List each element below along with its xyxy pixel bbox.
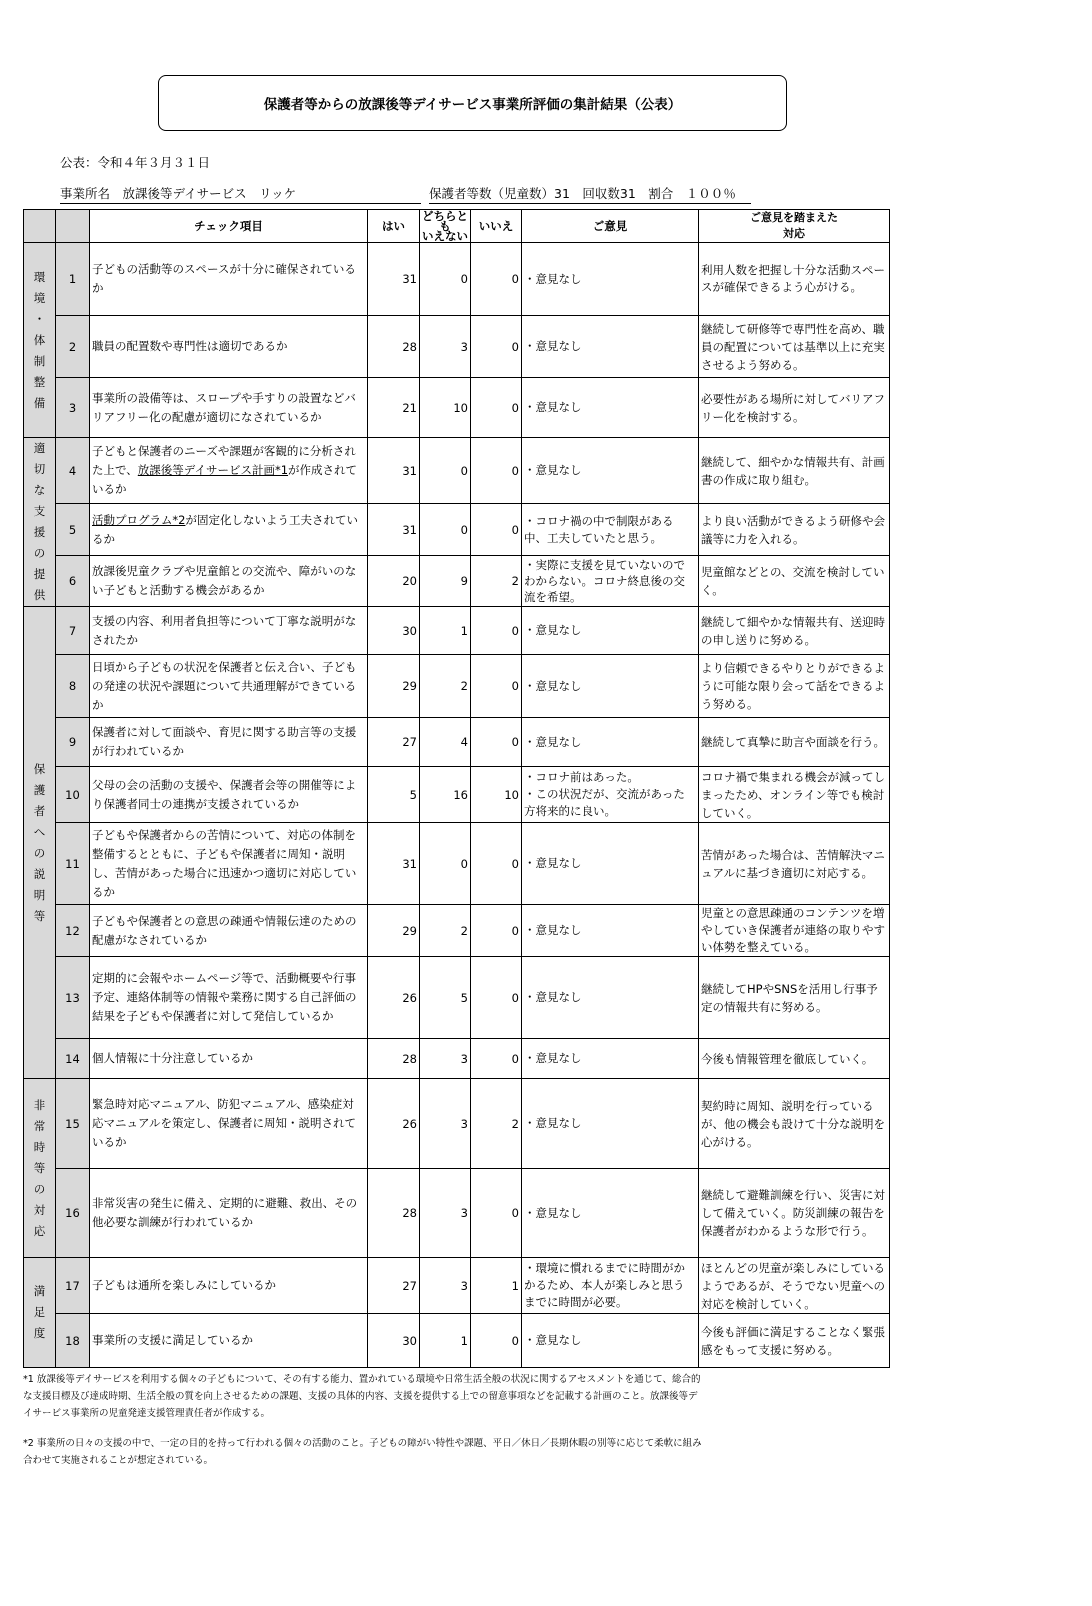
- check-item: 非常災害の発生に備え、定期的に避難、救出、その他必要な訓練が行われているか: [90, 1169, 368, 1258]
- row-number: 4: [56, 438, 90, 504]
- publication-date: 公表：令和４年３月３１日: [60, 155, 211, 170]
- opinion: ・意見なし: [522, 438, 699, 504]
- category-environment: 環 境 ・ 体 制 整 備: [24, 243, 56, 438]
- opinion: ・意見なし: [522, 718, 699, 767]
- count-neither: 9: [420, 556, 471, 607]
- row-number: 18: [56, 1314, 90, 1368]
- table-row: [24, 1039, 890, 1079]
- check-item: 活動プログラム*2が固定化しないよう工夫されているか: [90, 504, 368, 556]
- check-item: 子どもや保護者との意思の疎通や情報伝達のための配慮がなされているか: [90, 905, 368, 957]
- row-number: 6: [56, 556, 90, 607]
- response: 利用人数を把握し十分な活動スペースが確保できるよう心がける。: [699, 243, 890, 316]
- response: 継続して真摯に助言や面談を行う。: [699, 718, 890, 767]
- count-neither: 1: [420, 1314, 471, 1368]
- opinion: ・意見なし: [522, 905, 699, 957]
- row-number: 9: [56, 718, 90, 767]
- page-title-text: 保護者等からの放課後等デイサービス事業所評価の集計結果（公表）: [263, 97, 682, 113]
- header-yes: はい: [368, 210, 420, 243]
- count-no: 0: [471, 1314, 522, 1368]
- count-no: 1: [471, 1258, 522, 1314]
- plan-footnote-link: 放課後等デイサービス計画*1: [137, 463, 289, 478]
- row-number: 12: [56, 905, 90, 957]
- category-explanation: 保 護 者 へ の 説 明 等: [24, 607, 56, 1079]
- table-row: [24, 1258, 890, 1314]
- count-neither: 10: [420, 378, 471, 438]
- check-item: 職員の配置数や専門性は適切であるか: [90, 316, 368, 378]
- count-yes: 27: [368, 1258, 420, 1314]
- category-satisfaction: 満 足 度: [24, 1258, 56, 1368]
- count-yes: 30: [368, 1314, 420, 1368]
- count-no: 0: [471, 504, 522, 556]
- opinion: ・意見なし: [522, 243, 699, 316]
- count-neither: 4: [420, 718, 471, 767]
- response: 継続して細やかな情報共有、送迎時の申し送りに努める。: [699, 607, 890, 655]
- check-item: 放課後児童クラブや児童館との交流や、障がいのない子どもと活動する機会があるか: [90, 556, 368, 607]
- response: 契約時に周知、説明を行っているが、他の機会も設けて十分な説明を心がける。: [699, 1079, 890, 1169]
- response: 今後も評価に満足することなく緊張感をもって支援に努める。: [699, 1314, 890, 1368]
- opinion: ・意見なし: [522, 957, 699, 1039]
- count-yes: 31: [368, 243, 420, 316]
- count-neither: 3: [420, 1258, 471, 1314]
- count-no: 0: [471, 607, 522, 655]
- response: 継続して研修等で専門性を高め、職員の配置については基準以上に充実させるよう努める。: [699, 316, 890, 378]
- table-row: [24, 767, 890, 823]
- table-row: [24, 504, 890, 556]
- count-no: 0: [471, 378, 522, 438]
- table-row: [24, 957, 890, 1039]
- row-number: 1: [56, 243, 90, 316]
- count-yes: 29: [368, 905, 420, 957]
- count-no: 0: [471, 655, 522, 718]
- footnote-2: *2 事業所の日々の支援の中で、一定の目的を持って行われる個々の活動のこと。子どもの障がい特性や課題、平日／休日／長期休暇の別等に応じて柔軟に組み合わせて実施されることが想定されている。: [23, 1438, 702, 1466]
- header-category: [24, 210, 56, 243]
- count-neither: 2: [420, 655, 471, 718]
- response-counts: 保護者等数（児童数）31 回収数31 割合 １００％: [429, 184, 751, 204]
- opinion: ・意見なし: [522, 823, 699, 905]
- opinion: ・意見なし: [522, 607, 699, 655]
- response: 今後も情報管理を徹底していく。: [699, 1039, 890, 1079]
- page-title: [158, 75, 787, 131]
- check-item: 事業所の支援に満足しているか: [90, 1314, 368, 1368]
- check-item: 緊急時対応マニュアル、防犯マニュアル、感染症対応マニュアルを策定し、保護者に周知・説明されているか: [90, 1079, 368, 1169]
- opinion: ・意見なし: [522, 1314, 699, 1368]
- count-yes: 30: [368, 607, 420, 655]
- header-opinion: ご意見: [522, 210, 699, 243]
- response: 継続して、細やかな情報共有、計画書の作成に取り組む。: [699, 438, 890, 504]
- row-number: 5: [56, 504, 90, 556]
- count-neither: 0: [420, 243, 471, 316]
- check-item: 個人情報に十分注意しているか: [90, 1039, 368, 1079]
- table-row: [24, 607, 890, 655]
- check-item: 子どもは通所を楽しみにしているか: [90, 1258, 368, 1314]
- opinion: ・意見なし: [522, 1079, 699, 1169]
- check-item: 事業所の設備等は、スロープや手すりの設置などバリアフリー化の配慮が適切になされているか: [90, 378, 368, 438]
- count-yes: 31: [368, 823, 420, 905]
- opinion: ・意見なし: [522, 655, 699, 718]
- opinion: ・実際に支援を見ていないのでわからない。コロナ終息後の交流を希望。: [522, 556, 699, 607]
- response: ほとんどの児童が楽しみにしているようであるが、そうでない児童への対応を検討していく。: [699, 1258, 890, 1314]
- count-yes: 28: [368, 316, 420, 378]
- header-item: チェック項目: [90, 210, 368, 243]
- opinion: ・意見なし: [522, 1039, 699, 1079]
- row-number: 10: [56, 767, 90, 823]
- count-yes: 29: [368, 655, 420, 718]
- table-row: [24, 556, 890, 607]
- check-item: 日頃から子どもの状況を保護者と伝え合い、子どもの発達の状況や課題について共通理解ができているか: [90, 655, 368, 718]
- opinion: ・コロナ前はあった。 ・この状況だが、交流があった方将来的に良い。: [522, 767, 699, 823]
- count-neither: 2: [420, 905, 471, 957]
- count-no: 0: [471, 718, 522, 767]
- count-yes: 26: [368, 1079, 420, 1169]
- count-neither: 3: [420, 1169, 471, 1258]
- count-neither: 3: [420, 1039, 471, 1079]
- row-number: 7: [56, 607, 90, 655]
- opinion: ・意見なし: [522, 378, 699, 438]
- table-header-row: [24, 210, 890, 243]
- response: より良い活動ができるよう研修や会議等に力を入れる。: [699, 504, 890, 556]
- row-number: 3: [56, 378, 90, 438]
- row-number: 17: [56, 1258, 90, 1314]
- count-neither: 1: [420, 607, 471, 655]
- count-yes: 21: [368, 378, 420, 438]
- response: 必要性がある場所に対してバリアフリー化を検討する。: [699, 378, 890, 438]
- opinion: ・コロナ禍の中で制限がある中、工夫していたと思う。: [522, 504, 699, 556]
- count-yes: 28: [368, 1039, 420, 1079]
- count-yes: 26: [368, 957, 420, 1039]
- count-neither: 3: [420, 316, 471, 378]
- table-row: [24, 905, 890, 957]
- count-yes: 27: [368, 718, 420, 767]
- check-item: 子どもや保護者からの苦情について、対応の体制を整備するとともに、子どもや保護者に周知・説明し、苦情があった場合に迅速かつ適切に対応しているか: [90, 823, 368, 905]
- opinion: ・環境に慣れるまでに時間がかかるため、本人が楽しみと思うまでに時間が必要。: [522, 1258, 699, 1314]
- opinion: ・意見なし: [522, 1169, 699, 1258]
- response: 児童館などとの、交流を検討していく。: [699, 556, 890, 607]
- row-number: 11: [56, 823, 90, 905]
- count-neither: 0: [420, 504, 471, 556]
- header-response: ご意見を踏まえた 対応: [699, 210, 890, 243]
- header-neither: どちらとも いえない: [420, 210, 471, 243]
- count-no: 0: [471, 823, 522, 905]
- count-no: 0: [471, 1039, 522, 1079]
- row-number: 16: [56, 1169, 90, 1258]
- row-number: 2: [56, 316, 90, 378]
- response: 継続してHPやSNSを活用し行事予定の情報共有に努める。: [699, 957, 890, 1039]
- category-emergency: 非 常 時 等 の 対 応: [24, 1079, 56, 1258]
- response: コロナ禍で集まれる機会が減ってしまったため、オンライン等でも検討していく。: [699, 767, 890, 823]
- count-no: 10: [471, 767, 522, 823]
- response: より信頼できるやりとりができるように可能な限り会って話をできるよう努める。: [699, 655, 890, 718]
- check-item: 支援の内容、利用者負担等について丁寧な説明がなされたか: [90, 607, 368, 655]
- count-no: 0: [471, 243, 522, 316]
- facility-name: 事業所名 放課後等デイサービス リッケ: [60, 184, 421, 204]
- count-no: 0: [471, 905, 522, 957]
- count-yes: 31: [368, 504, 420, 556]
- count-yes: 5: [368, 767, 420, 823]
- response: 児童との意思疎通のコンテンツを増やしていき保護者が連絡の取りやすい体勢を整えている。: [699, 905, 890, 957]
- row-number: 15: [56, 1079, 90, 1169]
- count-yes: 31: [368, 438, 420, 504]
- table-row: [24, 1169, 890, 1258]
- count-neither: 0: [420, 438, 471, 504]
- program-footnote-link: 活動プログラム*2: [92, 512, 186, 527]
- category-support: 適 切 な 支 援 の 提 供: [24, 438, 56, 607]
- table-row: [24, 823, 890, 905]
- response: 継続して避難訓練を行い、災害に対して備えていく。防災訓練の報告を保護者がわかるような形で行う。: [699, 1169, 890, 1258]
- row-number: 8: [56, 655, 90, 718]
- count-neither: 16: [420, 767, 471, 823]
- row-number: 14: [56, 1039, 90, 1079]
- count-no: 2: [471, 556, 522, 607]
- check-item: 子どもと保護者のニーズや課題が客観的に分析された上で、放課後等デイサービス計画*1が作成されているか: [90, 438, 368, 504]
- table-row: [24, 378, 890, 438]
- header-no: いいえ: [471, 210, 522, 243]
- table-row: [24, 718, 890, 767]
- footnote-1: *1 放課後等デイサービスを利用する個々の子どもについて、その有する能力、置かれている環境や日常生活全般の状況に関するアセスメントを通じて、総合的な支援目標及び達成時期、生活全般の質を向上させるための課題、支援の具体的内容、支援を提供する上での留意事項などを記載する計画のこと。放課後等デイサービス事業所の児童発達支援管理責任者が作成する。: [23, 1374, 701, 1419]
- count-neither: 5: [420, 957, 471, 1039]
- row-number: 13: [56, 957, 90, 1039]
- count-no: 0: [471, 438, 522, 504]
- check-item: 定期的に会報やホームページ等で、活動概要や行事予定、連絡体制等の情報や業務に関する自己評価の結果を子どもや保護者に対して発信しているか: [90, 957, 368, 1039]
- count-no: 2: [471, 1079, 522, 1169]
- count-no: 0: [471, 957, 522, 1039]
- count-neither: 3: [420, 1079, 471, 1169]
- response: 苦情があった場合は、苦情解決マニュアルに基づき適切に対応する。: [699, 823, 890, 905]
- check-item: 父母の会の活動の支援や、保護者会等の開催等により保護者同士の連携が支援されているか: [90, 767, 368, 823]
- table-row: [24, 655, 890, 718]
- check-item: 子どもの活動等のスペースが十分に確保されているか: [90, 243, 368, 316]
- table-row: [24, 243, 890, 316]
- table-row: [24, 316, 890, 378]
- header-number: [56, 210, 90, 243]
- count-yes: 28: [368, 1169, 420, 1258]
- check-item: 保護者に対して面談や、育児に関する助言等の支援が行われているか: [90, 718, 368, 767]
- table-row: [24, 1079, 890, 1169]
- count-yes: 20: [368, 556, 420, 607]
- count-no: 0: [471, 316, 522, 378]
- opinion: ・意見なし: [522, 316, 699, 378]
- count-no: 0: [471, 1169, 522, 1258]
- count-neither: 0: [420, 823, 471, 905]
- table-row: [24, 1314, 890, 1368]
- evaluation-table: [23, 209, 890, 1368]
- table-row: [24, 438, 890, 504]
